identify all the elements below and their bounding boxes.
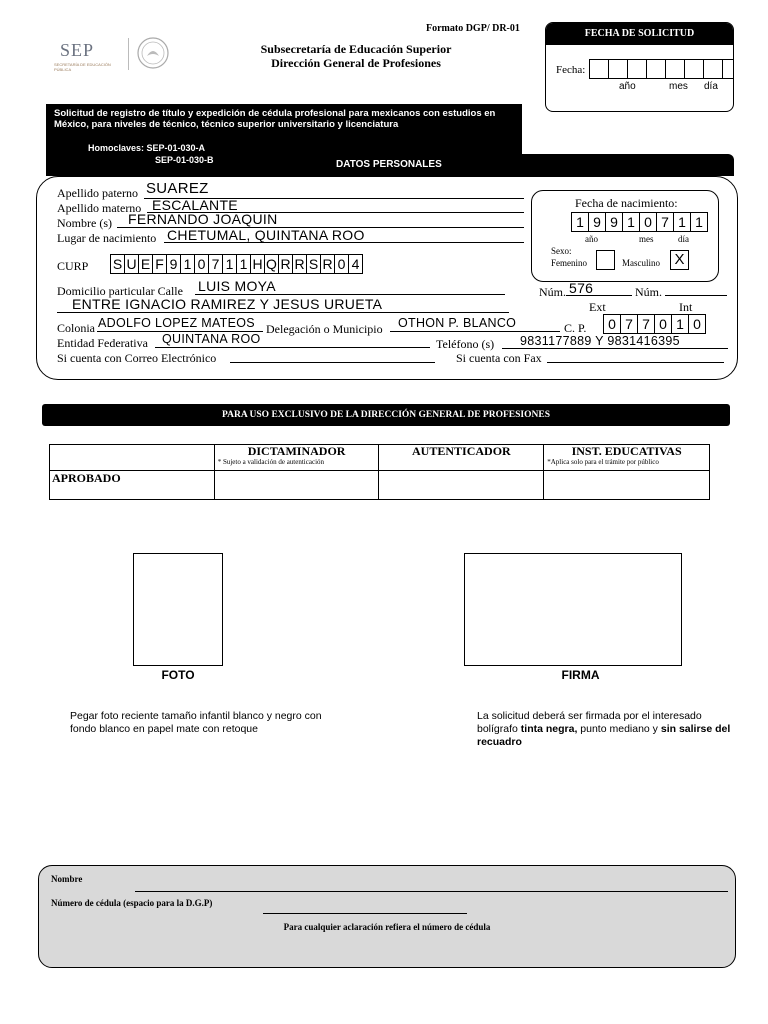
- delegacion-line: [390, 331, 560, 332]
- footer-nombre-label: Nombre: [51, 874, 83, 884]
- header-line1: Subsecretaría de Educación Superior: [260, 42, 452, 56]
- domicilio-label: Domicilio particular Calle: [57, 284, 183, 298]
- sep-logo-subtext: SECRETARÍA DE EDUCACIÓN PÚBLICA: [54, 62, 111, 72]
- entre-line: [57, 312, 509, 313]
- lugar-line: [164, 242, 524, 243]
- correo-label: Si cuenta con Correo Electrónico: [57, 351, 217, 365]
- cp-cells[interactable]: [603, 314, 705, 334]
- curp-char: H: [250, 254, 265, 274]
- delegacion-label: Delegación o Municipio: [266, 322, 383, 336]
- footer-note: Para cualquier aclaración refiera el número de cédula: [283, 922, 491, 932]
- birth-digit: 1: [571, 212, 589, 232]
- curp-char: 9: [166, 254, 181, 274]
- curp-cells[interactable]: [110, 254, 362, 274]
- entre-value[interactable]: ENTRE IGNACIO RAMIREZ Y JESUS URUETA: [72, 296, 383, 312]
- curp-char: R: [292, 254, 307, 274]
- colonia-label: Colonia: [57, 321, 95, 335]
- signature-note: [477, 710, 737, 749]
- inst-educativas-note: *Aplica solo para el trámite por público: [547, 458, 659, 466]
- banner-title: Solicitud de registro de título y expedición de cédula profesional para mexicanos con estudios en México, para niveles de técnico, técnico superior universitario y licenciatura: [54, 108, 496, 130]
- sex-label: Sexo:: [551, 246, 572, 256]
- nombre-label: Nombre (s): [57, 216, 112, 230]
- curp-char: 0: [334, 254, 349, 274]
- telefono-line: [502, 348, 728, 349]
- signature-note-d: sin salirse del recuadro: [477, 723, 731, 748]
- apellido-materno-value[interactable]: ESCALANTE: [152, 197, 238, 213]
- aprobado-label: APROBADO: [52, 471, 121, 485]
- birth-digit: 1: [690, 212, 708, 232]
- dictaminador-header: DICTAMINADOR: [247, 444, 346, 458]
- fax-label: Si cuenta con Fax: [456, 351, 542, 365]
- nombre-value[interactable]: FERNANDO JOAQUIN: [128, 211, 278, 227]
- cp-digit: 0: [688, 314, 706, 334]
- mexico-seal-icon: [136, 36, 170, 75]
- cp-digit: 7: [637, 314, 655, 334]
- int-label: Int: [679, 300, 693, 314]
- entidad-label: Entidad Federativa: [57, 336, 148, 350]
- cp-label: C. P.: [564, 321, 587, 335]
- lugar-label: Lugar de nacimiento: [57, 231, 157, 245]
- num-ext-value[interactable]: 576: [569, 280, 594, 296]
- signature-note-a: La solicitud deberá ser firmada por el interesado bolígrafo: [477, 710, 702, 735]
- curp-char: R: [278, 254, 293, 274]
- telefono-value[interactable]: 9831177889 Y 9831416395: [520, 334, 680, 348]
- format-code: Formato DGP/ DR-01: [426, 23, 520, 34]
- birth-digit: 9: [605, 212, 623, 232]
- ext-label: Ext: [589, 300, 606, 314]
- curp-char: S: [306, 254, 321, 274]
- request-day-label: día: [704, 81, 718, 92]
- birth-date-title: Fecha de nacimiento:: [575, 196, 678, 210]
- inst-educativas-header: INST. EDUCATIVAS: [571, 444, 682, 458]
- birth-digit: 0: [639, 212, 657, 232]
- curp-char: R: [320, 254, 335, 274]
- curp-char: 1: [236, 254, 251, 274]
- entidad-value[interactable]: QUINTANA ROO: [162, 332, 261, 346]
- request-date-label: Fecha:: [556, 64, 586, 76]
- male-label: Masculino: [622, 258, 660, 268]
- female-checkbox[interactable]: [596, 250, 615, 270]
- curp-char: Q: [264, 254, 279, 274]
- section-title: DATOS PERSONALES: [336, 159, 442, 170]
- lugar-value[interactable]: CHETUMAL, QUINTANA ROO: [167, 227, 365, 243]
- telefono-label: Teléfono (s): [436, 337, 495, 351]
- birth-digit: 1: [622, 212, 640, 232]
- homoclave-1: Homoclaves: SEP-01-030-A: [88, 143, 206, 153]
- logo-divider: [128, 38, 129, 70]
- delegacion-value[interactable]: OTHON P. BLANCO: [398, 316, 517, 330]
- section-bar: [46, 154, 734, 176]
- entidad-line: [155, 347, 430, 348]
- signature-box[interactable]: [464, 553, 682, 666]
- request-date-cells[interactable]: [589, 59, 734, 79]
- birth-day-label: día: [678, 234, 689, 244]
- curp-char: 0: [194, 254, 209, 274]
- sep-logo: [48, 34, 178, 76]
- curp-char: 7: [208, 254, 223, 274]
- footer-cedula-line[interactable]: [263, 913, 467, 914]
- male-checkbox[interactable]: X: [670, 250, 689, 270]
- colonia-value[interactable]: ADOLFO LOPEZ MATEOS: [98, 316, 255, 330]
- apellido-paterno-label: Apellido paterno: [57, 186, 138, 200]
- birth-year-label: año: [585, 234, 598, 244]
- curp-char: U: [124, 254, 139, 274]
- header-line2: Dirección General de Profesiones: [271, 56, 441, 70]
- curp-char: 1: [180, 254, 195, 274]
- female-label: Femenino: [551, 258, 587, 268]
- curp-char: 1: [222, 254, 237, 274]
- birth-digit: 1: [673, 212, 691, 232]
- footer-nombre-line[interactable]: [135, 891, 728, 892]
- curp-char: E: [138, 254, 153, 274]
- cp-digit: 7: [620, 314, 638, 334]
- curp-char: F: [152, 254, 167, 274]
- curp-label: CURP: [57, 259, 89, 273]
- request-date-title: FECHA DE SOLICITUD: [546, 23, 733, 45]
- curp-char: S: [110, 254, 125, 274]
- signature-label: FIRMA: [561, 668, 600, 682]
- birth-digit: 7: [656, 212, 674, 232]
- footer-cedula-label: Número de cédula (espacio para la D.G.P): [51, 898, 213, 908]
- exclusive-banner: PARA USO EXCLUSIVO DE LA DIRECCIÓN GENERAL DE PROFESIONES: [42, 404, 730, 426]
- sep-logo-text: SEP: [60, 40, 95, 60]
- dictaminador-note: * Sujeto a validación de autenticación: [217, 458, 325, 466]
- autenticador-cell[interactable]: [379, 471, 544, 500]
- homoclave-2: SEP-01-030-B: [155, 155, 214, 165]
- apellido-materno-label: Apellido materno: [57, 201, 142, 215]
- dgp-table: [49, 444, 710, 500]
- apellido-paterno-value[interactable]: SUAREZ: [146, 180, 209, 197]
- request-date-box: [545, 22, 734, 112]
- photo-box[interactable]: [133, 553, 223, 666]
- signature-note-c: punto mediano y: [577, 723, 661, 735]
- title-banner: [46, 104, 522, 156]
- request-year-label: año: [619, 81, 636, 92]
- dictaminador-cell[interactable]: [214, 471, 379, 500]
- photo-label: FOTO: [161, 668, 195, 682]
- autenticador-header: AUTENTICADOR: [412, 444, 511, 458]
- cp-digit: 0: [603, 314, 621, 334]
- num-ext-line: [566, 295, 632, 296]
- calle-line: [195, 294, 505, 295]
- birth-month-label: mes: [639, 234, 654, 244]
- cp-digit: 1: [671, 314, 689, 334]
- calle-value[interactable]: LUIS MOYA: [198, 278, 276, 294]
- birth-digit: 9: [588, 212, 606, 232]
- birth-date-cells[interactable]: [571, 212, 707, 232]
- cp-digit: 0: [654, 314, 672, 334]
- num-label: Núm.: [539, 285, 566, 299]
- num-int-line: [665, 295, 727, 296]
- request-month-label: mes: [669, 81, 688, 92]
- signature-note-b: tinta negra,: [520, 723, 578, 735]
- correo-line[interactable]: [230, 362, 435, 363]
- num2-label: Núm.: [635, 285, 662, 299]
- footer-box: [38, 865, 736, 968]
- inst-educativas-cell[interactable]: [544, 471, 710, 500]
- fax-line[interactable]: [547, 362, 724, 363]
- photo-note: Pegar foto reciente tamaño infantil blanco y negro con fondo blanco en papel mate con retoque: [70, 710, 322, 735]
- curp-char: 4: [348, 254, 363, 274]
